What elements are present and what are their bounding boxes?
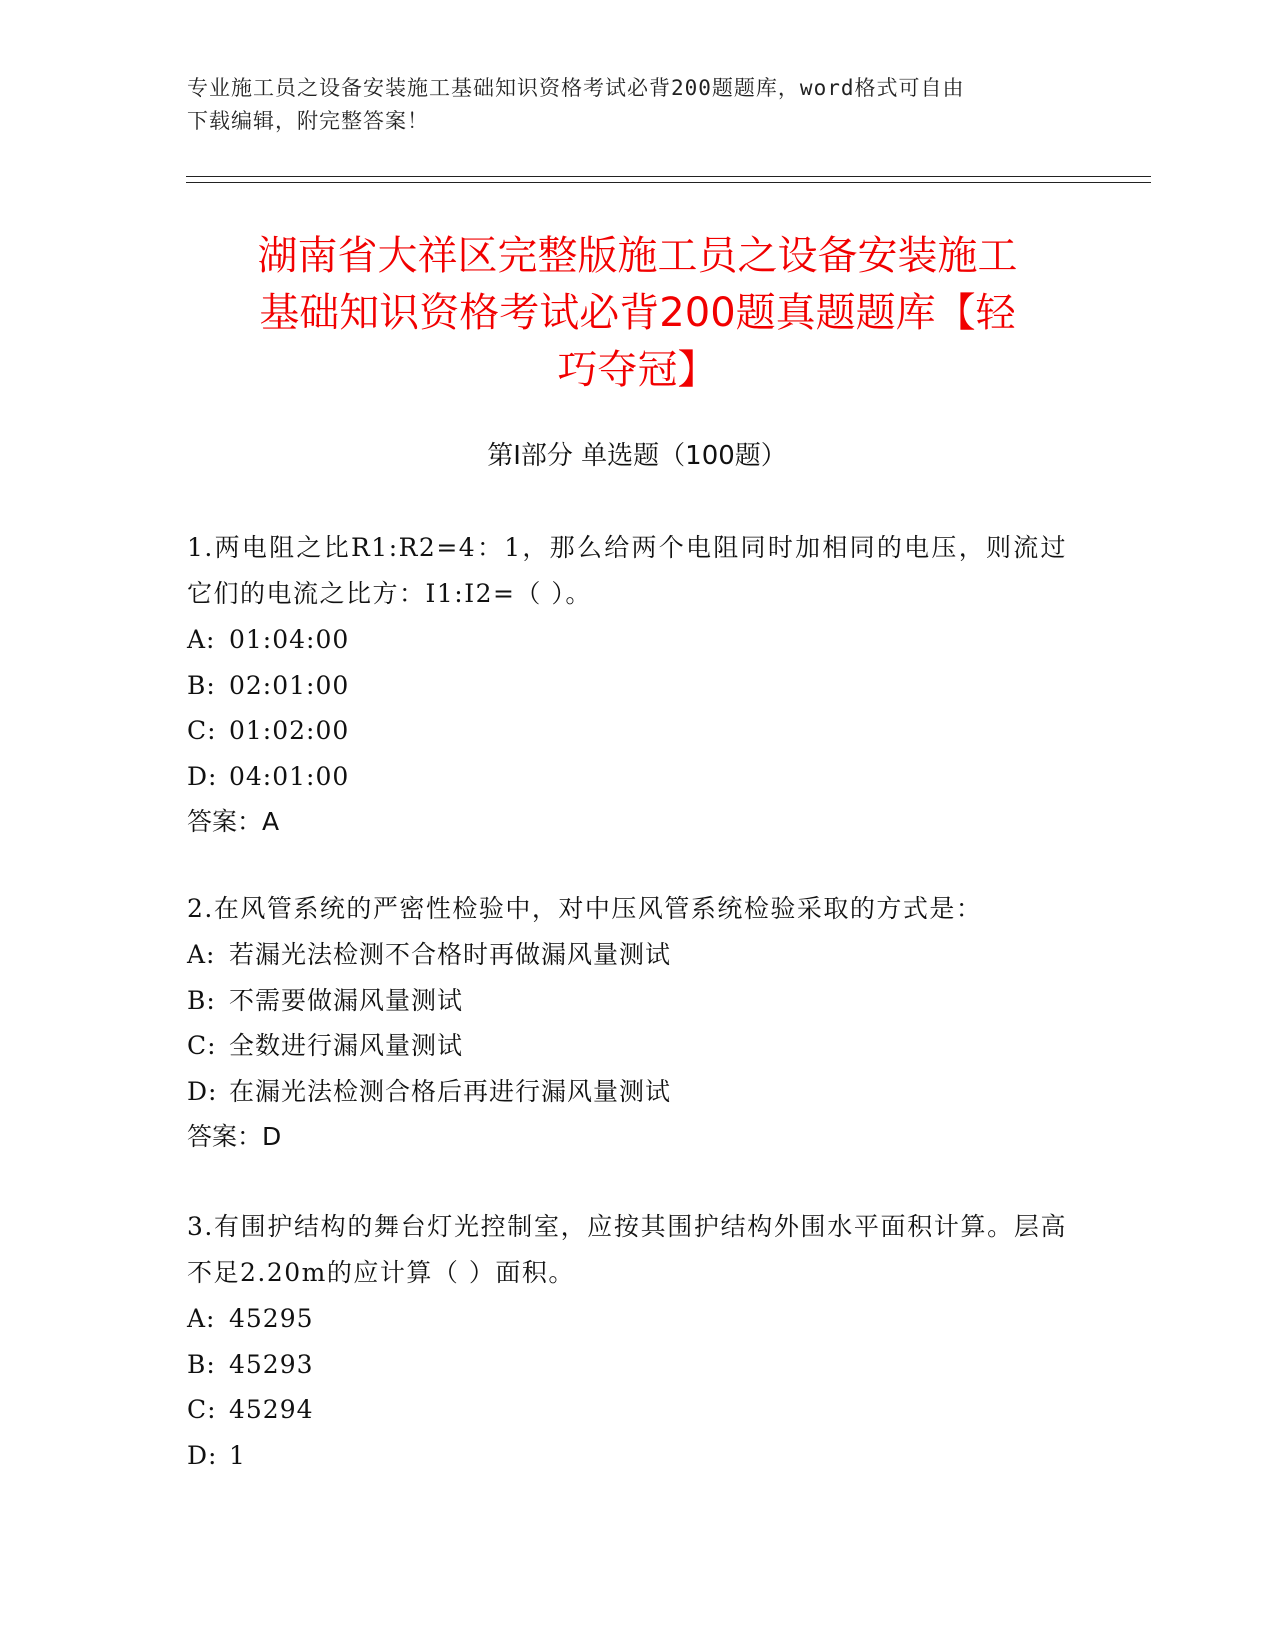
option-text: 1 <box>229 1440 246 1470</box>
option-a <box>187 1296 1067 1342</box>
option-letter: C: <box>187 1031 217 1060</box>
option-text: 04:01:00 <box>229 761 350 791</box>
option-a <box>187 932 1067 978</box>
option-c <box>187 1387 1067 1433</box>
option-letter: D: <box>187 1076 218 1106</box>
option-text: 若漏光法检测不合格时再做漏风量测试 <box>229 940 672 969</box>
option-c <box>187 1023 1067 1069</box>
question-stem: 1.两电阻之比R1:R2=4：1，那么给两个电阻同时加相同的电压，则流过它们的电流之比方：I1:I2=（ ）。 <box>187 533 1067 608</box>
option-letter: B: <box>187 1349 216 1379</box>
option-text: 45294 <box>229 1395 314 1424</box>
option-a <box>187 617 1067 663</box>
option-d <box>187 1433 1067 1479</box>
header-note-line-1: 专业施工员之设备安装施工基础知识资格考试必背200题题库，word格式可自由 <box>187 76 965 100</box>
option-letter: A: <box>187 1304 216 1333</box>
option-letter: C: <box>187 1395 217 1424</box>
option-text: 在漏光法检测合格后再进行漏风量测试 <box>229 1076 672 1106</box>
option-b <box>187 978 1067 1024</box>
document-title-line-1: 湖南省大祥区完整版施工员之设备安装施工 <box>257 233 1018 279</box>
question-stem: 2.在风管系统的严密性检验中，对中压风管系统检验采取的方式是： <box>187 894 983 923</box>
header-note <box>187 72 1067 138</box>
option-b <box>187 663 1067 709</box>
option-text: 全数进行漏风量测试 <box>229 1031 464 1060</box>
option-letter: C: <box>187 716 217 745</box>
header-note-line-2: 下载编辑，附完整答案！ <box>187 109 429 133</box>
question-1 <box>187 525 1067 845</box>
answer-line: 答案：A <box>187 807 280 836</box>
document-title <box>187 228 1088 399</box>
option-text: 不需要做漏风量测试 <box>229 985 464 1015</box>
answer-line: 答案：D <box>187 1122 282 1151</box>
option-text: 02:01:00 <box>229 670 350 700</box>
option-letter: A: <box>187 940 216 969</box>
option-letter: A: <box>187 625 216 654</box>
question-2 <box>187 886 1067 1160</box>
section-heading: 第I部分 单选题（100题） <box>487 441 787 471</box>
option-c <box>187 708 1067 754</box>
question-stem: 3.有围护结构的舞台灯光控制室，应按其围护结构外围水平面积计算。层高不足2.20m的应计算（ ）面积。 <box>187 1212 1067 1287</box>
option-letter: B: <box>187 985 216 1015</box>
option-letter: D: <box>187 1440 218 1470</box>
header-divider-top <box>186 176 1151 177</box>
option-text: 01:02:00 <box>229 716 350 745</box>
option-d <box>187 1069 1067 1115</box>
header-divider-bottom <box>186 182 1151 183</box>
option-letter: B: <box>187 670 216 700</box>
option-letter: D: <box>187 761 218 791</box>
document-title-line-3: 巧夺冠】 <box>557 347 718 393</box>
question-3 <box>187 1204 1067 1478</box>
document-title-line-2: 基础知识资格考试必背200题真题题库【轻 <box>259 290 1016 336</box>
option-text: 45293 <box>229 1349 314 1379</box>
option-text: 45295 <box>229 1304 314 1333</box>
option-d <box>187 754 1067 800</box>
option-b <box>187 1342 1067 1388</box>
option-text: 01:04:00 <box>229 625 350 654</box>
